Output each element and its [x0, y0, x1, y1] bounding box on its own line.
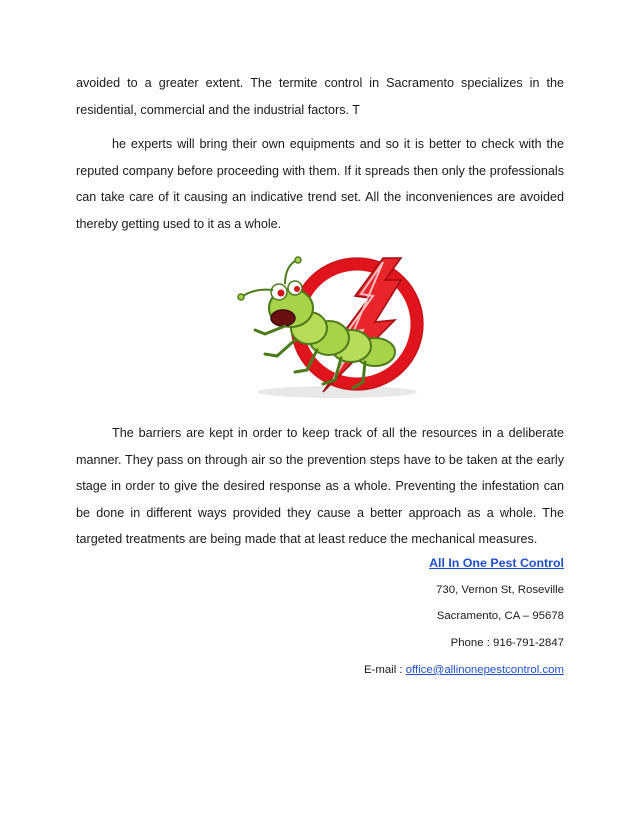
email-link[interactable]: office@allinonepestcontrol.com [405, 664, 564, 676]
phone-number: Phone : 916-791-2847 [450, 637, 564, 649]
no-bugs-sign-icon [225, 252, 447, 400]
address-line-2: Sacramento, CA – 95678 [436, 610, 564, 622]
paragraph-experts: he experts will bring their own equipments and so it is better to check with the reputed company before proceeding with them. If it spreads then only the professionals can take care of it causing an indicative trend set. All the inconveniences are avoided thereby getting used to it as a whole. [76, 137, 564, 231]
company-name-link[interactable]: All In One Pest Control [429, 556, 564, 570]
email-line [224, 664, 564, 676]
paragraph-barriers: The barriers are kept in order to keep track of all the resources in a deliberate manner. They pass on through air so the prevention steps have to be taken at the early stage in order to give the desired response as a whole. Preventing the infestation can be done in different ways provided they cause a better approach as a whole. The targeted treatments are being made that at least reduce the mechanical measures. [76, 426, 564, 546]
email-label: E-mail : [363, 664, 406, 676]
address-line-1: 730, Vernon St, Roseville [436, 584, 564, 596]
company-name-link-line [224, 556, 564, 570]
paragraph-intro-continuation: avoided to a greater extent. The termite control in Sacramento specializes in the residential, commercial and the industrial factors. T [76, 76, 564, 117]
